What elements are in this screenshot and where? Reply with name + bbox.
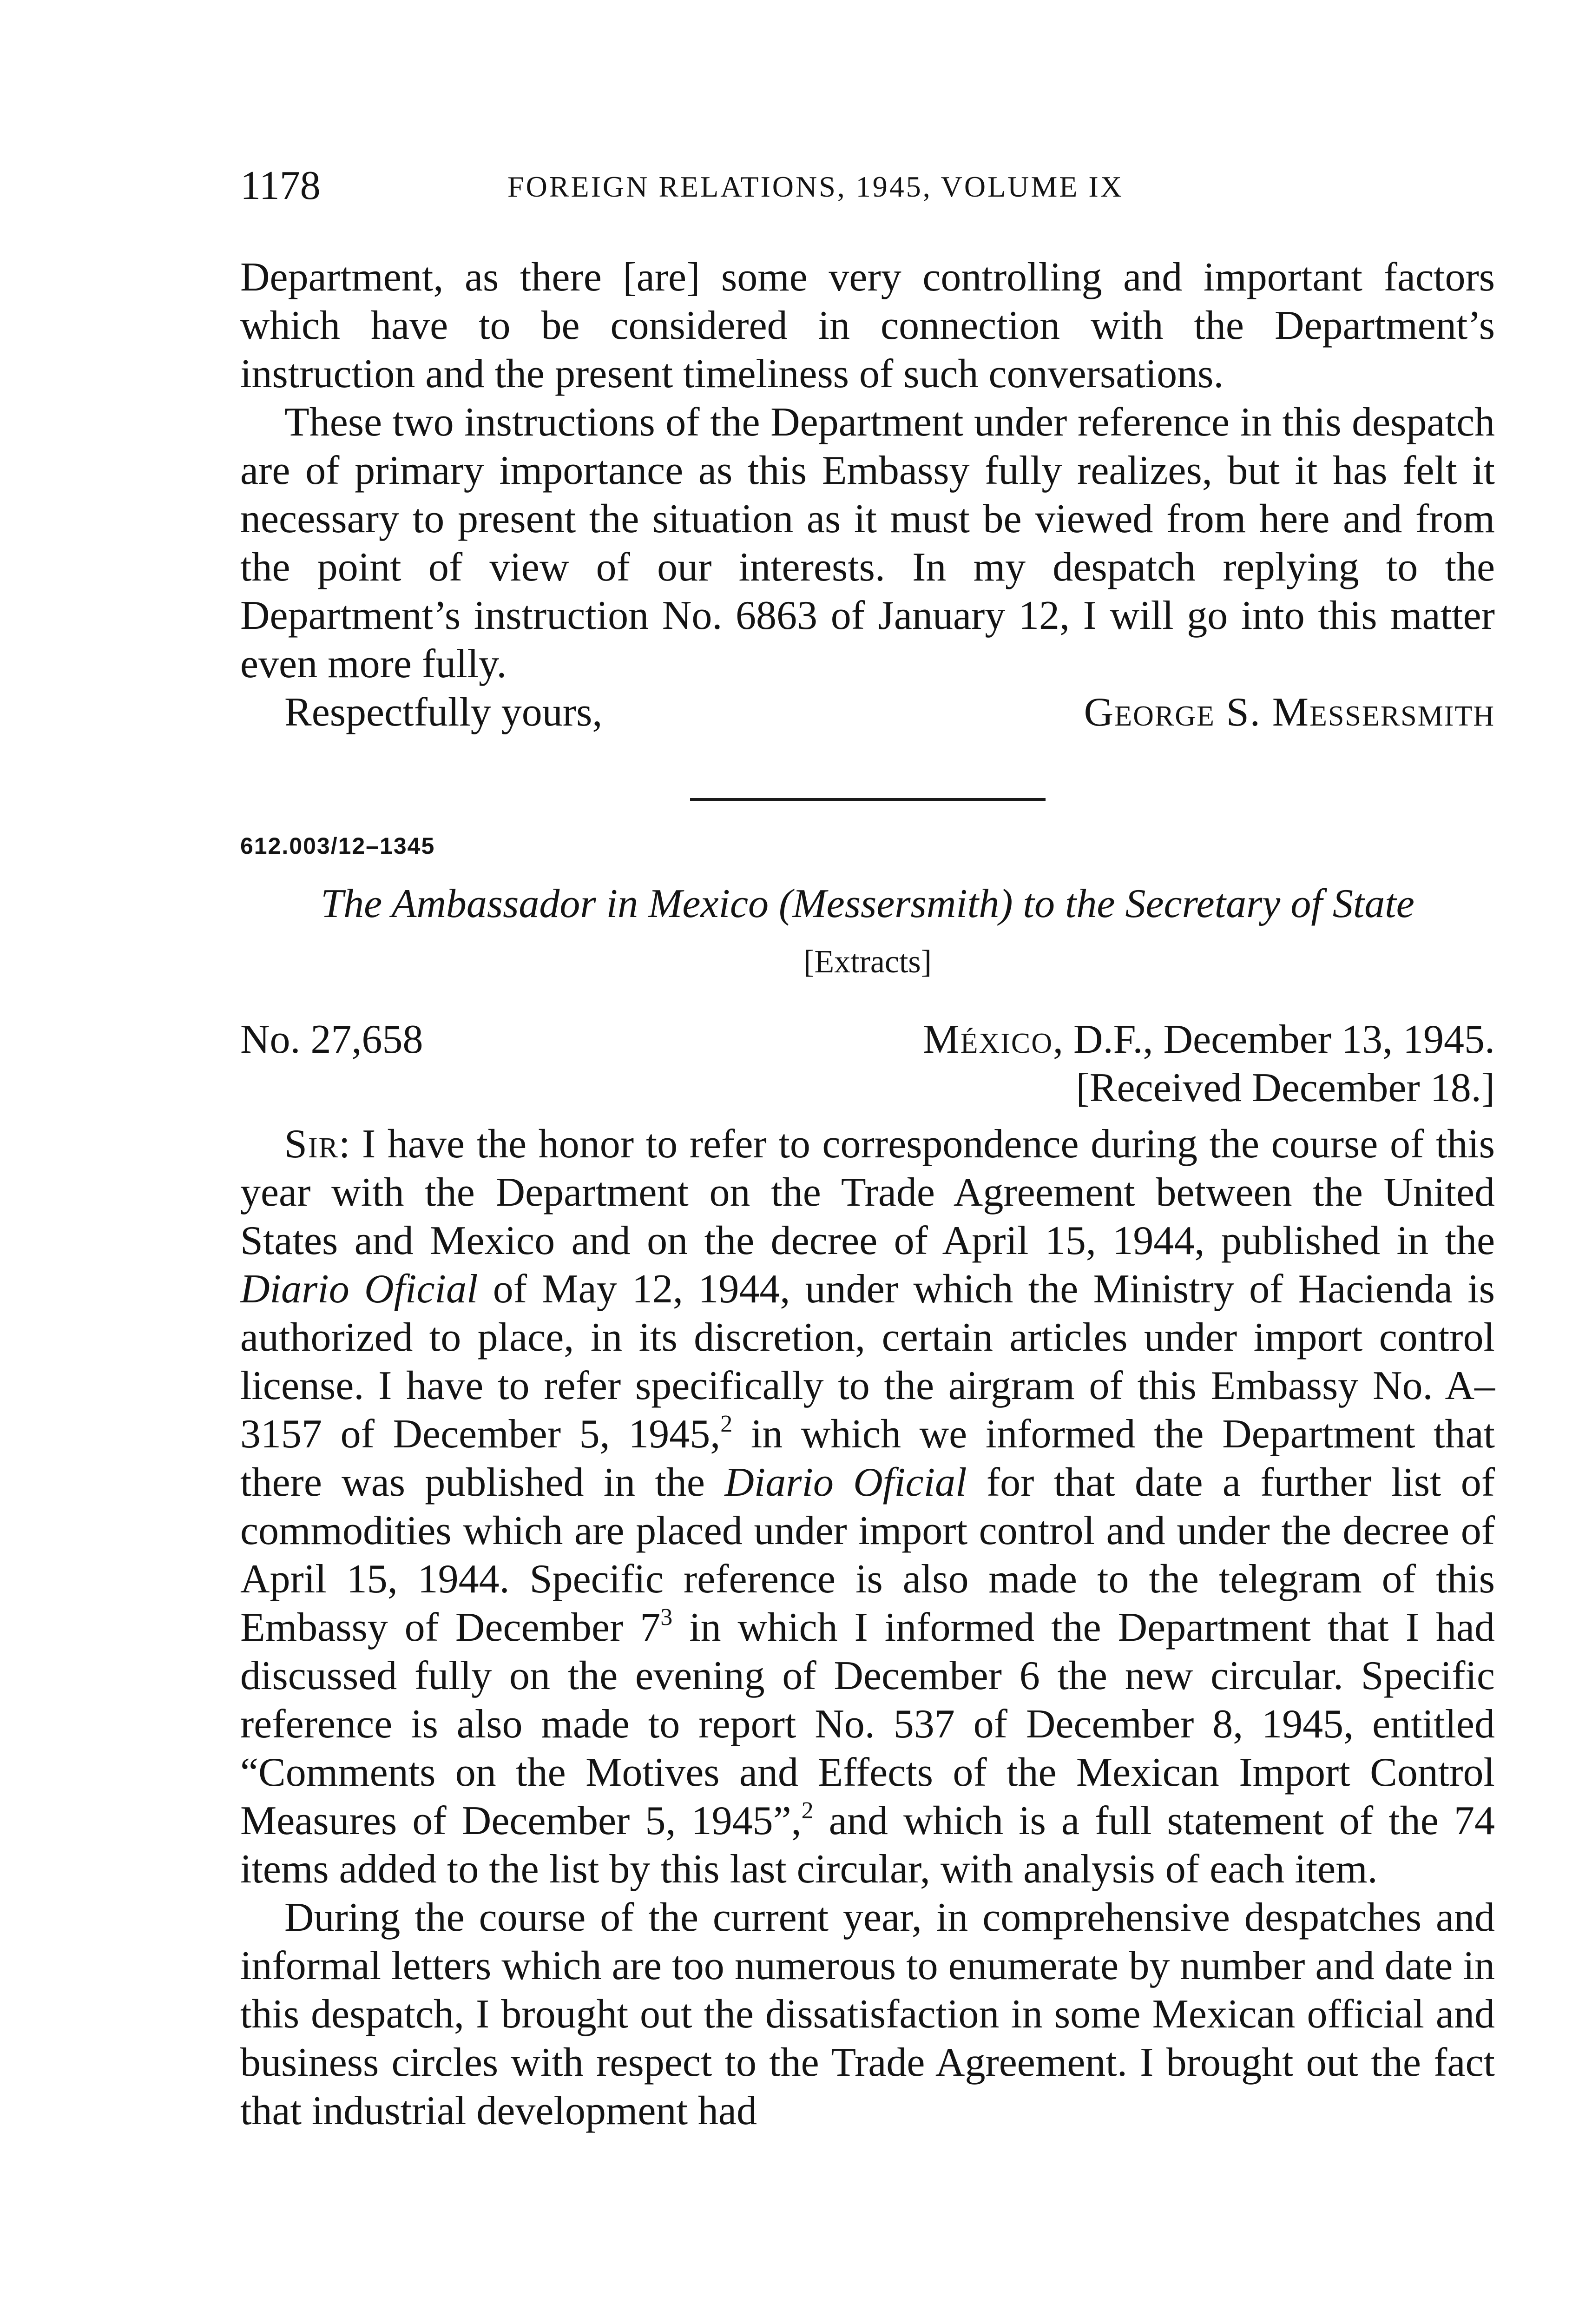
instructions-paragraph: These two instructions of the Department under reference in this despatch are of primary importance as this Embassy fully realizes, but it has felt it necessary to present the situation as it must be viewed from here and from the point of view of our interests. In my despatch replying to the Department’s instruction No. 6863 of January 12, I will go into this matter even more fully.	[240, 400, 1495, 687]
file-number: 612.003/12–1345	[240, 833, 435, 859]
closing-phrase: Respectfully yours,	[284, 690, 603, 735]
date: , D.F., December 13, 1945.	[1053, 1017, 1495, 1062]
footnote-reference: 2	[801, 1797, 814, 1824]
footnote-reference: 3	[660, 1604, 673, 1631]
text-run: for that date a further list of commodities which are placed under import control and under the decree of April 15, 1944. Specific reference is also made to the telegram of this Embassy of December 7	[240, 1460, 1495, 1650]
salutation: Sir	[284, 1122, 339, 1167]
place-and-date	[923, 1016, 1495, 1064]
text-run: and which is a full statement of the 74 items added to the list by this last circular, with analysis of each item.	[240, 1798, 1495, 1892]
body-paragraph-2: During the course of the current year, in comprehensive despatches and informal letters which are too numerous to enumerate by number and date in this despatch, I brought out the dissatisfaction in some Mexican official and business circles with respect to the Trade Agreement. I brought out the fact that industrial development had	[240, 1895, 1495, 2133]
running-head: FOREIGN RELATIONS, 1945, VOLUME IX	[507, 170, 1124, 203]
page-number: 1178	[240, 163, 321, 208]
page-header	[240, 163, 1495, 214]
place: México	[923, 1017, 1053, 1062]
despatch-number: No. 27,658	[240, 1017, 423, 1062]
footnote-reference: 2	[720, 1411, 733, 1437]
received-date: [Received December 18.]	[1076, 1065, 1495, 1110]
document-title: The Ambassador in Mexico (Messersmith) to the Secretary of State	[321, 881, 1415, 926]
closing-line	[240, 688, 1495, 737]
text-run: in which we informed the Department that there was published in the	[240, 1412, 1495, 1505]
publication-title: Diario Oficial	[724, 1460, 967, 1505]
publication-title: Diario Oficial	[240, 1267, 478, 1312]
extracts-note: [Extracts]	[803, 944, 932, 980]
dateline	[240, 1016, 1495, 1118]
continued-letter	[240, 253, 1495, 737]
section-divider	[690, 798, 1046, 801]
text-run: of May 12, 1944, under which the Ministry of Hacienda is authorized to place, in its discretion, certain articles under import control license. I have to refer specifically to the airgram of this Embassy No. A–3157 of December 5, 1945,	[240, 1267, 1495, 1457]
text-run: in which I informed the Department that I had discussed fully on the evening of December 6 the new circular. Specific reference is also made to report No. 537 of December 8, 1945, entitled “Comments on the Motives and Effects of the Mexican Import Control Measures of December 5, 1945”,	[240, 1605, 1495, 1843]
despatch-body	[240, 1120, 1495, 2135]
text-run: : I have the honor to refer to correspondence during the course of this year with the Department on the Trade Agreement between the United States and Mexico and on the decree of April 15, 1944, published in the	[240, 1122, 1495, 1263]
signature: George S. Messersmith	[1084, 690, 1495, 735]
continuation-paragraph: Department, as there [are] some very controlling and important factors which have to be considered in connection with the Department’s instruction and the present timeliness of such conversations.	[240, 255, 1495, 396]
body-paragraph-1	[240, 1120, 1495, 1894]
